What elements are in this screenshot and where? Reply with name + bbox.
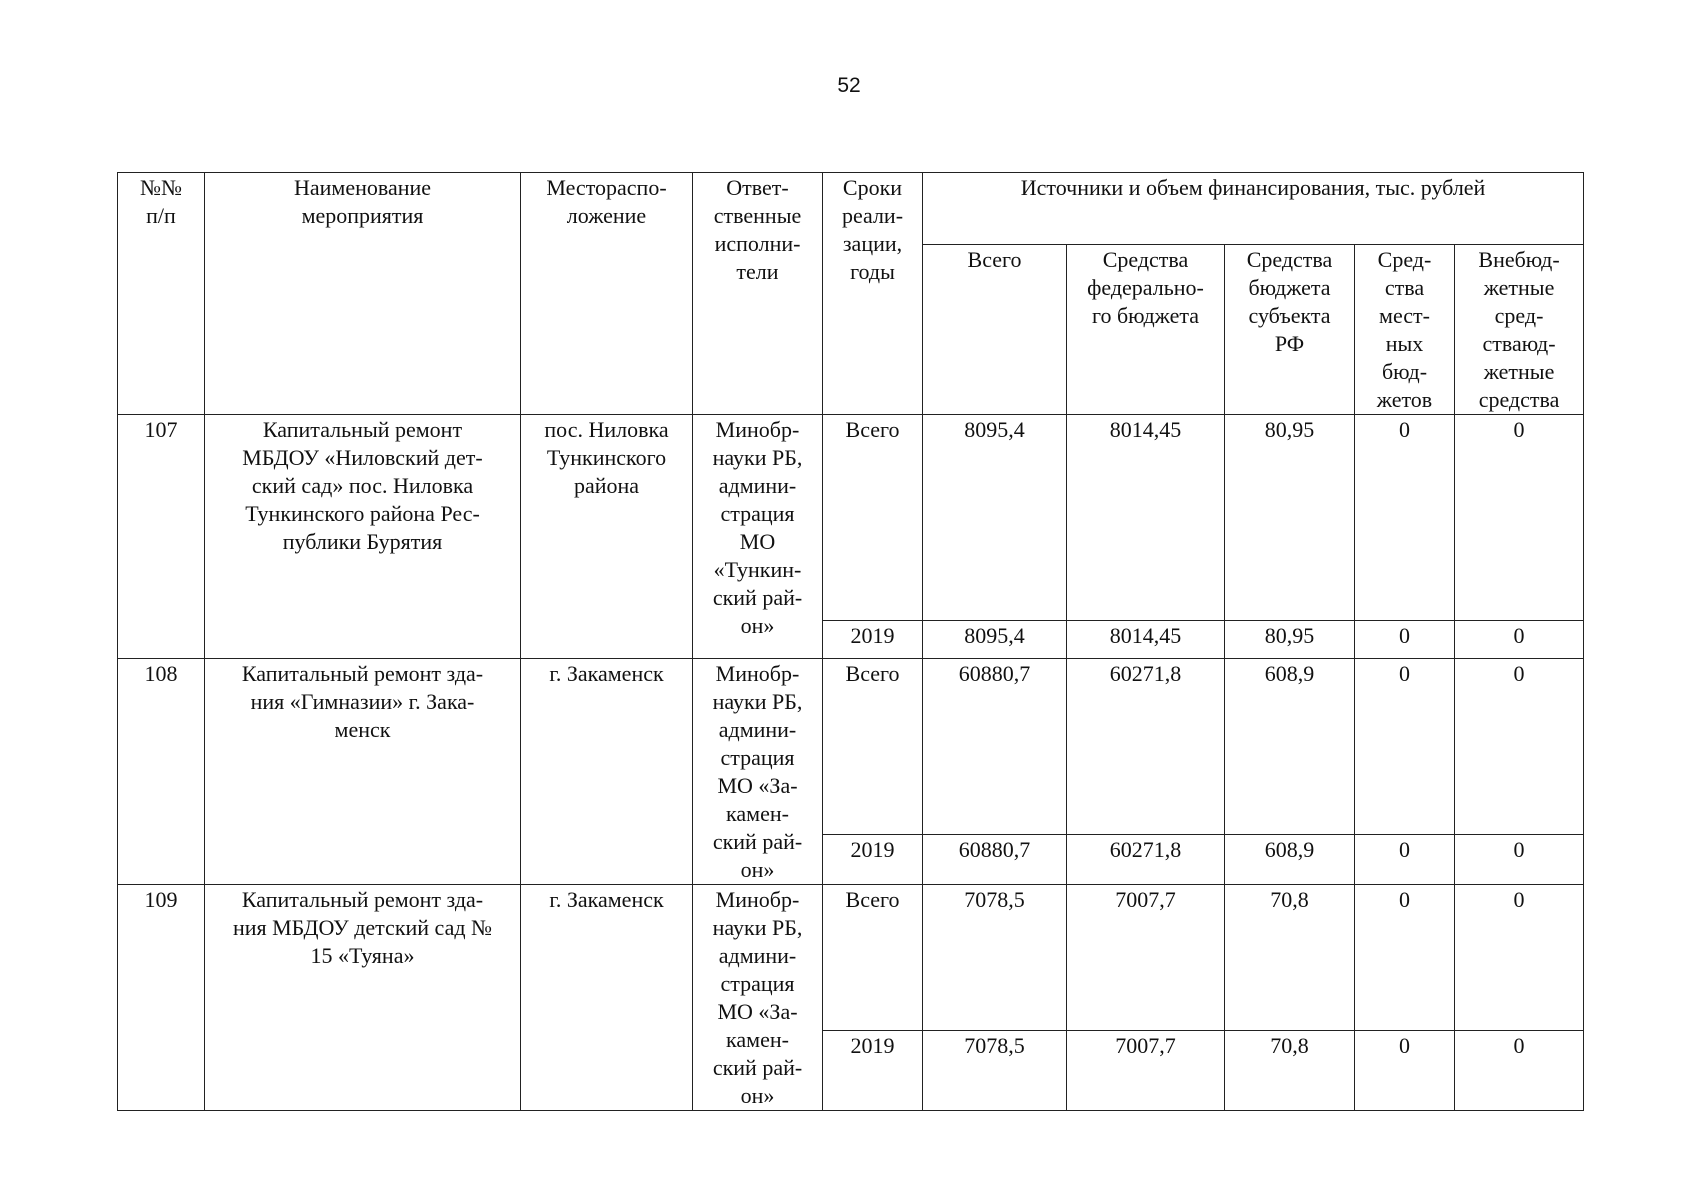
row-total: 60880,7 <box>923 659 1067 835</box>
funding-table <box>117 172 1584 1111</box>
row-total: 7078,5 <box>923 1031 1067 1111</box>
row-local: 0 <box>1355 835 1455 885</box>
header-responsible: Ответ- ственные исполни- тели <box>693 173 823 415</box>
row-period: 2019 <box>823 1031 923 1111</box>
table-row <box>118 885 1584 1031</box>
row-location: г. Закаменск <box>521 885 693 1111</box>
row-location: г. Закаменск <box>521 659 693 885</box>
page-number: 52 <box>837 74 861 97</box>
table-row <box>118 659 1584 835</box>
header-total: Всего <box>923 245 1067 415</box>
row-federal: 60271,8 <box>1067 659 1225 835</box>
row-responsible: Минобр- науки РБ, админи- страция МО «За- камен- ский рай- он» <box>693 659 823 885</box>
row-total: 60880,7 <box>923 835 1067 885</box>
row-regional: 70,8 <box>1225 885 1355 1031</box>
header-local: Сред- ства мест- ных бюд- жетов <box>1355 245 1455 415</box>
row-period: Всего <box>823 885 923 1031</box>
header-regional: Средства бюджета субъекта РФ <box>1225 245 1355 415</box>
row-location: пос. Ниловка Тункинского района <box>521 415 693 659</box>
header-num: №№ п/п <box>118 173 205 415</box>
row-total: 8095,4 <box>923 621 1067 659</box>
row-total: 8095,4 <box>923 415 1067 621</box>
row-period: 2019 <box>823 621 923 659</box>
row-federal: 7007,7 <box>1067 1031 1225 1111</box>
row-regional: 608,9 <box>1225 835 1355 885</box>
row-regional: 608,9 <box>1225 659 1355 835</box>
row-total: 7078,5 <box>923 885 1067 1031</box>
row-extra: 0 <box>1455 621 1584 659</box>
row-local: 0 <box>1355 415 1455 621</box>
row-name: Капитальный ремонт МБДОУ «Ниловский дет- ский сад» пос. Ниловка Тункинского района Рес- публики Бурятия <box>205 415 521 659</box>
row-federal: 7007,7 <box>1067 885 1225 1031</box>
row-responsible: Минобр- науки РБ, админи- страция МО «За- камен- ский рай- он» <box>693 885 823 1111</box>
header-location: Местораспо- ложение <box>521 173 693 415</box>
header-federal: Средства федерально- го бюджета <box>1067 245 1225 415</box>
row-federal: 60271,8 <box>1067 835 1225 885</box>
row-extra: 0 <box>1455 1031 1584 1111</box>
row-num: 107 <box>118 415 205 659</box>
row-extra: 0 <box>1455 415 1584 621</box>
row-regional: 80,95 <box>1225 621 1355 659</box>
row-regional: 80,95 <box>1225 415 1355 621</box>
row-regional: 70,8 <box>1225 1031 1355 1111</box>
header-funding-title: Источники и объем финансирования, тыс. рублей <box>923 173 1584 245</box>
row-local: 0 <box>1355 1031 1455 1111</box>
header-row <box>118 173 1584 245</box>
header-extra: Внебюд- жетные сред- стваюд- жетные средства <box>1455 245 1584 415</box>
row-extra: 0 <box>1455 885 1584 1031</box>
row-name: Капитальный ремонт зда- ния «Гимназии» г. Зака- менск <box>205 659 521 885</box>
row-period: Всего <box>823 659 923 835</box>
row-num: 109 <box>118 885 205 1111</box>
row-extra: 0 <box>1455 659 1584 835</box>
row-federal: 8014,45 <box>1067 415 1225 621</box>
row-responsible: Минобр- науки РБ, админи- страция МО «Тункин- ский рай- он» <box>693 415 823 659</box>
row-local: 0 <box>1355 885 1455 1031</box>
row-period: Всего <box>823 415 923 621</box>
row-num: 108 <box>118 659 205 885</box>
row-local: 0 <box>1355 621 1455 659</box>
header-period: Сроки реали- зации, годы <box>823 173 923 415</box>
row-local: 0 <box>1355 659 1455 835</box>
row-federal: 8014,45 <box>1067 621 1225 659</box>
header-name: Наименование мероприятия <box>205 173 521 415</box>
table-row <box>118 415 1584 621</box>
row-extra: 0 <box>1455 835 1584 885</box>
row-period: 2019 <box>823 835 923 885</box>
row-name: Капитальный ремонт зда- ния МБДОУ детский сад № 15 «Туяна» <box>205 885 521 1111</box>
